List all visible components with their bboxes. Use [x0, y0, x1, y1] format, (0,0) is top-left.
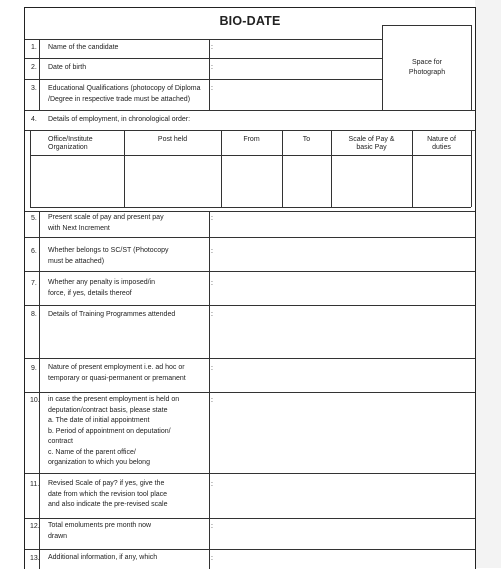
- item-3-colon: :: [211, 85, 213, 92]
- item-2-number: 2.: [31, 64, 37, 71]
- item-8-number: 8.: [31, 311, 37, 318]
- employment-col-scale: Scale of Pay & basic Pay: [348, 136, 395, 151]
- form-rule-horizontal: [25, 130, 475, 131]
- item-4-number: 4.: [31, 116, 37, 123]
- form-rule-vertical: [209, 211, 210, 569]
- form-rule-horizontal: [25, 305, 475, 306]
- employment-col-org: Office/Institute Organization: [48, 136, 93, 151]
- form-rule-horizontal: [25, 392, 475, 393]
- form-rule-horizontal: [25, 358, 475, 359]
- form-rule-horizontal: [25, 271, 475, 272]
- item-12-label: Total emoluments pre month now drawn: [48, 522, 152, 540]
- form-rule-horizontal: [25, 549, 475, 550]
- form-rule-vertical: [39, 39, 40, 110]
- form-rule-horizontal: [25, 110, 475, 111]
- form-rule-horizontal: [30, 207, 471, 208]
- item-10-colon: :: [211, 397, 213, 404]
- photograph-placeholder: [382, 25, 472, 111]
- employment-col-post: Post held: [157, 136, 188, 143]
- employment-col-to: To: [302, 136, 311, 143]
- bio-data-form: [24, 7, 476, 569]
- form-rule-horizontal: [25, 79, 382, 80]
- item-1-number: 1.: [31, 44, 37, 51]
- item-2-colon: :: [211, 64, 213, 71]
- item-11-colon: :: [211, 481, 213, 488]
- item-13-colon: :: [211, 555, 213, 562]
- form-rule-horizontal: [25, 237, 475, 238]
- form-rule-vertical: [39, 211, 40, 569]
- item-5-number: 5.: [31, 215, 37, 222]
- form-rule-horizontal: [25, 211, 475, 212]
- item-2-label: Date of birth: [48, 64, 87, 71]
- viewer-gutter: [475, 0, 501, 568]
- item-10-label: in case the present employment is held on deputation/contract basis, please state a. The date of initial appointment b. Period of appointment on deputation/ contract c. Name of the parent office/ organization to which you belong: [48, 396, 180, 466]
- photograph-label: Space for Photograph: [408, 59, 446, 76]
- item-9-number: 9.: [31, 365, 37, 372]
- item-8-colon: :: [211, 311, 213, 318]
- item-12-number: 12.: [30, 523, 40, 530]
- form-rule-horizontal: [25, 473, 475, 474]
- employment-col-nature: Nature of duties: [427, 136, 456, 151]
- employment-col-from: From: [243, 136, 260, 143]
- item-1-label: Name of the candidate: [48, 44, 119, 51]
- item-6-colon: :: [211, 248, 213, 255]
- item-6-number: 6.: [31, 248, 37, 255]
- item-8-label: Details of Training Programmes attended: [48, 311, 176, 318]
- form-title: BIO-DATE: [219, 14, 281, 28]
- item-12-colon: :: [211, 523, 213, 530]
- item-3-number: 3.: [31, 85, 37, 92]
- item-13-label: Additional information, if any, which: [48, 554, 158, 561]
- item-7-label: Whether any penalty is imposed/in force, if yes, details thereof: [48, 279, 155, 297]
- item-1-colon: :: [211, 44, 213, 51]
- item-11-label: Revised Scale of pay? if yes, give the date from which the revision tool place and also indicate the pre-revised scale: [48, 480, 168, 508]
- item-11-number: 11.: [30, 481, 40, 488]
- item-6-label: Whether belongs to SC/ST (Photocopy must be attached): [48, 247, 169, 265]
- form-rule-horizontal: [30, 155, 471, 156]
- item-5-colon: :: [211, 215, 213, 222]
- item-9-label: Nature of present employment i.e. ad hoc or temporary or quasi-permanent or premanent: [48, 364, 186, 382]
- item-9-colon: :: [211, 365, 213, 372]
- item-3-label: Educational Qualifications (photocopy of Diploma /Degree in respective trade must be attached): [48, 85, 201, 103]
- item-4-label: Details of employment, in chronological order:: [48, 116, 191, 123]
- form-rule-horizontal: [25, 518, 475, 519]
- item-5-label: Present scale of pay and present pay with Next Increment: [48, 214, 164, 232]
- form-rule-vertical: [471, 130, 472, 207]
- item-7-colon: :: [211, 280, 213, 287]
- item-7-number: 7.: [31, 280, 37, 287]
- form-rule-vertical: [209, 39, 210, 110]
- form-rule-horizontal: [25, 39, 382, 40]
- item-10-number: 10.: [30, 397, 40, 404]
- form-rule-horizontal: [25, 58, 382, 59]
- item-13-number: 13.: [30, 555, 40, 562]
- form-rule-vertical: [30, 130, 31, 207]
